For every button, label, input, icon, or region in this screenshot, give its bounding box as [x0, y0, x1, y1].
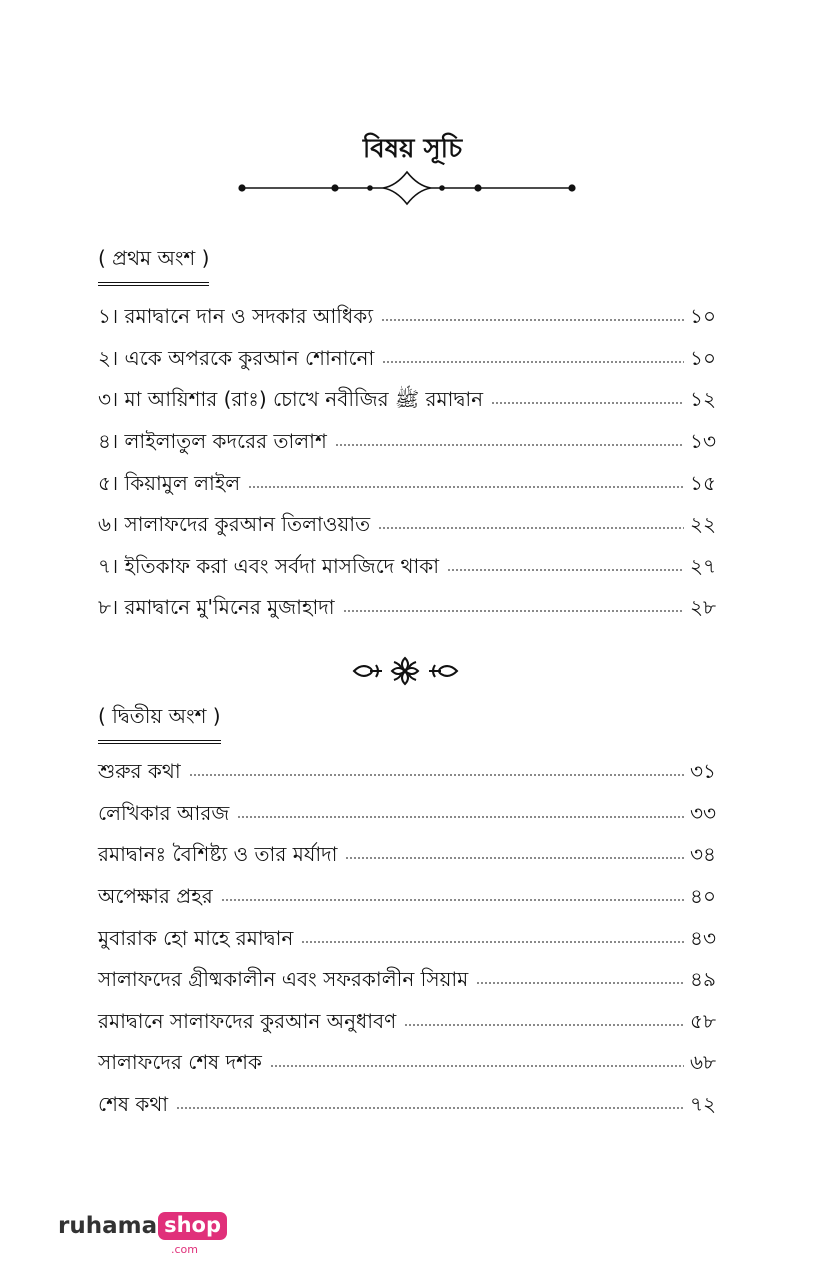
- toc-entry[interactable]: [98, 753, 716, 795]
- part-two-heading: [98, 702, 221, 744]
- part-one-heading: [98, 244, 209, 286]
- toc-entry-title: লেখিকার আরজ: [98, 800, 230, 825]
- toc-entry-page: ২২: [689, 512, 716, 537]
- toc-entry-title: মুবারাক হো মাহে রমাদ্বান: [98, 925, 294, 950]
- toc-entry-page: ২৭: [689, 553, 716, 578]
- part-two-contents: [98, 753, 716, 1127]
- toc-entry-title: শেষ কথা: [98, 1092, 169, 1117]
- dot-leader: [189, 773, 684, 777]
- toc-entry-page: ১২: [690, 387, 716, 412]
- dot-leader: [404, 1023, 684, 1027]
- dot-leader: [381, 318, 684, 322]
- toc-entry-page: ১৫: [690, 470, 716, 495]
- dot-leader: [382, 360, 684, 364]
- toc-entry[interactable]: [98, 919, 716, 961]
- toc-entry-title: রমাদ্বানঃ বৈশিষ্ট্য ও তার মর্যাদা: [98, 842, 338, 867]
- toc-entry-title: সালাফদের গ্রীষ্মকালীন এবং সফরকালীন সিয়াম: [98, 967, 469, 992]
- toc-entry[interactable]: [98, 340, 716, 382]
- part-two-heading-text: ( দ্বিতীয় অংশ ): [98, 704, 221, 728]
- toc-entry-title: অপেক্ষার প্রহর: [98, 884, 213, 909]
- toc-entry-page: ৪৩: [690, 925, 716, 950]
- part-one-heading-text: ( প্রথম অংশ ): [98, 246, 210, 270]
- toc-entry-title: ৬। সালাফদের কুরআন তিলাওয়াত: [98, 512, 371, 537]
- toc-entry-title: ৫। কিয়ামুল লাইল: [98, 470, 241, 495]
- toc-entry[interactable]: [98, 589, 716, 631]
- toc-entry-page: ১০: [690, 304, 716, 329]
- toc-entry-title: ১। রমাদ্বানে দান ও সদকার আধিক্য: [98, 304, 374, 329]
- toc-entry-page: ১০: [690, 345, 716, 370]
- dot-leader: [343, 609, 684, 613]
- toc-entry[interactable]: [98, 961, 716, 1003]
- toc-entry-title: ৮। রমাদ্বানে মু'মিনের মুজাহাদা: [98, 595, 335, 620]
- toc-entry-page: ৩৪: [690, 842, 716, 867]
- dot-leader: [176, 1106, 684, 1110]
- flourish-divider-icon: [348, 654, 463, 688]
- toc-entry-page: ৫৮: [690, 1008, 716, 1033]
- toc-entry[interactable]: [98, 423, 716, 465]
- toc-entry[interactable]: [98, 795, 716, 837]
- toc-entry-page: ৩৩: [689, 800, 716, 825]
- toc-entry[interactable]: [98, 1044, 716, 1086]
- dot-leader: [491, 401, 684, 405]
- toc-entry[interactable]: [98, 381, 716, 423]
- toc-entry-page: ৬৮: [690, 1050, 716, 1075]
- toc-entry-title: ৪। লাইলাতুল কদরের তালাশ: [98, 429, 327, 454]
- dot-leader: [378, 526, 684, 530]
- toc-entry-page: ৪৯: [690, 967, 716, 992]
- dot-leader: [248, 485, 684, 489]
- logo-brand-left: ruhama: [58, 1213, 158, 1239]
- heading-underline: [98, 285, 209, 286]
- heading-underline: [98, 282, 209, 283]
- toc-entry-title: সালাফদের শেষ দশক: [98, 1050, 262, 1075]
- title-ornament: [236, 168, 578, 208]
- toc-entry-title: ৭। ইতিকাফ করা এবং সর্বদা মাসজিদে থাকা: [98, 553, 440, 578]
- dot-leader: [221, 898, 684, 902]
- dot-leader: [476, 981, 684, 985]
- toc-entry[interactable]: [98, 1086, 716, 1128]
- part-one-contents: [98, 298, 716, 631]
- toc-entry-title: রমাদ্বানে সালাফদের কুরআন অনুধাবণ: [98, 1008, 397, 1033]
- logo-brand-right: shop: [158, 1212, 227, 1240]
- dot-leader: [237, 815, 684, 819]
- dot-leader: [270, 1064, 684, 1068]
- toc-entry[interactable]: [98, 878, 716, 920]
- toc-entry-page: ৭২: [689, 1092, 716, 1117]
- ruhamashop-logo: [58, 1212, 227, 1256]
- toc-entry-page: ১৩: [690, 429, 716, 454]
- toc-entry[interactable]: [98, 464, 716, 506]
- heading-underline: [98, 743, 221, 744]
- toc-entry-page: ২৮: [690, 595, 716, 620]
- toc-entry[interactable]: [98, 506, 716, 548]
- toc-entry-title: শুরুর কথা: [98, 759, 181, 784]
- toc-entry[interactable]: [98, 1003, 716, 1045]
- toc-entry-page: ৩১: [690, 759, 716, 784]
- toc-entry-page: ৪০: [690, 884, 716, 909]
- dot-leader: [345, 856, 684, 860]
- toc-entry-title: ২। একে অপরকে কুরআন শোনানো: [98, 345, 375, 370]
- logo-domain: .com: [171, 1243, 198, 1256]
- dot-leader: [301, 940, 684, 944]
- dot-leader: [447, 568, 684, 572]
- heading-underline: [98, 740, 221, 741]
- page-title: বিষয় সূচি: [362, 134, 463, 164]
- dot-leader: [335, 443, 684, 447]
- toc-entry[interactable]: [98, 298, 716, 340]
- toc-entry[interactable]: [98, 548, 716, 590]
- toc-entry[interactable]: [98, 836, 716, 878]
- toc-entry-title: ৩। মা আয়িশার (রাঃ) চোখে নবীজির ﷺ রমাদ্বান: [98, 387, 484, 412]
